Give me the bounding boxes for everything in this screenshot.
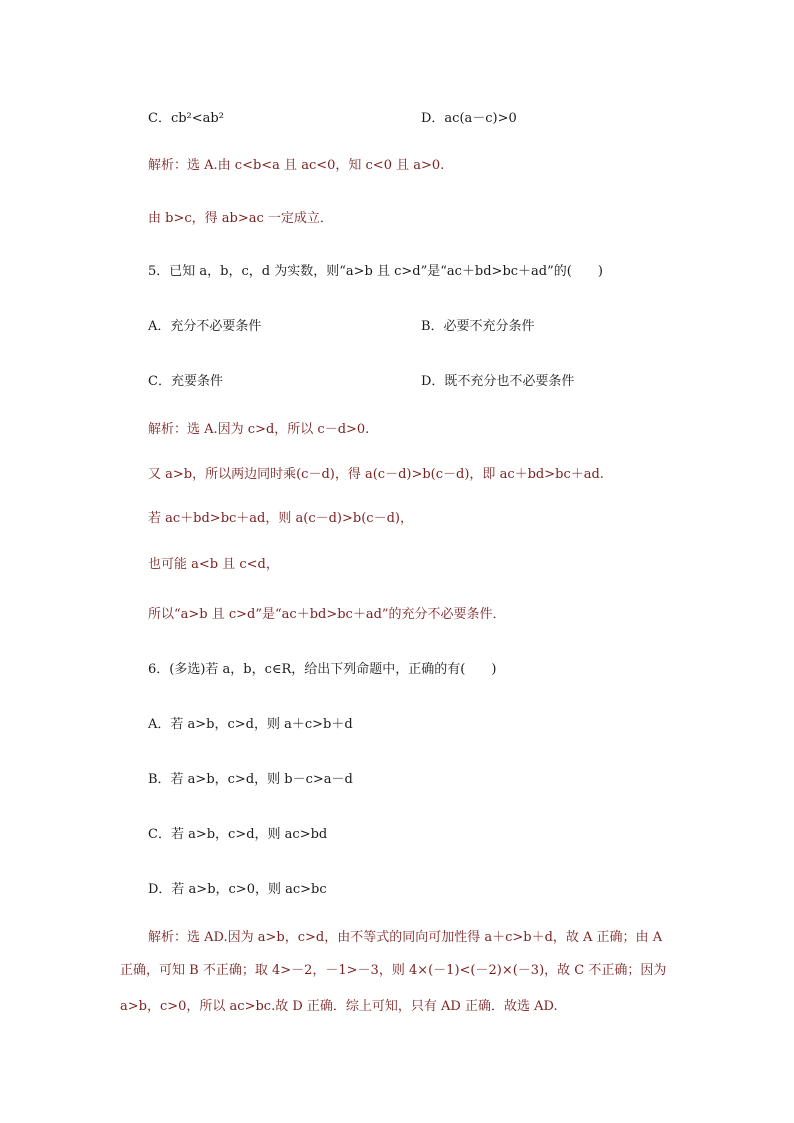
q6-solution-line-1: 解析：选 AD.因为 a>b，c>d，由不等式的同向可加性得 a＋c>b＋d，故 A 正确；由 A	[148, 930, 663, 945]
q5-solution-line-5: 所以“a>b 且 c>d”是“ac＋bd>bc＋ad”的充分不必要条件．	[148, 607, 506, 622]
q6-solution-line-2: 正确，可知 B 不正确；取 4>－2，－1>－3，则 4×(－1)<(－2)×(－3)，故 C 不正确；因为	[120, 963, 667, 978]
q4-solution-line-1: 解析：选 A.由 c<b<a 且 ac<0，知 c<0 且 a>0.	[148, 158, 445, 173]
q6-stem: 6．(多选)若 a，b，c∈R，给出下列命题中，正确的有( )	[148, 662, 497, 677]
q6-option-a: A．若 a>b，c>d，则 a＋c>b＋d	[148, 717, 353, 732]
q5-option-d: D．既不充分也不必要条件	[421, 374, 575, 389]
q6-option-c: C．若 a>b，c>d，则 ac>bd	[148, 827, 328, 842]
q5-option-a: A．充分不必要条件	[148, 319, 262, 334]
q5-options-row-2	[148, 373, 668, 391]
q4-solution-line-2: 由 b>c，得 ab>ac 一定成立．	[148, 211, 333, 226]
q4-option-c: C．cb²<ab²	[148, 111, 224, 126]
q6-option-d: D．若 a>b，c>0，则 ac>bc	[148, 882, 327, 897]
q5-solution-line-3: 若 ac＋bd>bc＋ad，则 a(c－d)>b(c－d)，	[148, 511, 413, 526]
q4-options-row	[148, 110, 668, 128]
q6-solution-line-3: a>b，c>0，所以 ac>bc.故 D 正确．综上可知，只有 AD 正确．故选 AD.	[120, 999, 558, 1014]
q5-option-b: B．必要不充分条件	[421, 319, 535, 334]
q5-stem: 5．已知 a，b，c，d 为实数，则“a>b 且 c>d”是“ac＋bd>bc＋ad”的( )	[148, 264, 603, 279]
q4-option-d: D．ac(a－c)>0	[421, 111, 517, 126]
q5-solution-line-4: 也可能 a<b 且 c<d，	[148, 557, 279, 572]
q5-option-c: C．充要条件	[148, 374, 223, 389]
q5-solution-line-1: 解析：选 A.因为 c>d，所以 c－d>0.	[148, 422, 370, 437]
q5-solution-line-2: 又 a>b，所以两边同时乘(c－d)，得 a(c－d)>b(c－d)，即 ac＋bd>bc＋ad.	[148, 467, 604, 482]
q5-options-row-1	[148, 318, 668, 336]
q6-option-b: B．若 a>b，c>d，则 b－c>a－d	[148, 772, 353, 787]
